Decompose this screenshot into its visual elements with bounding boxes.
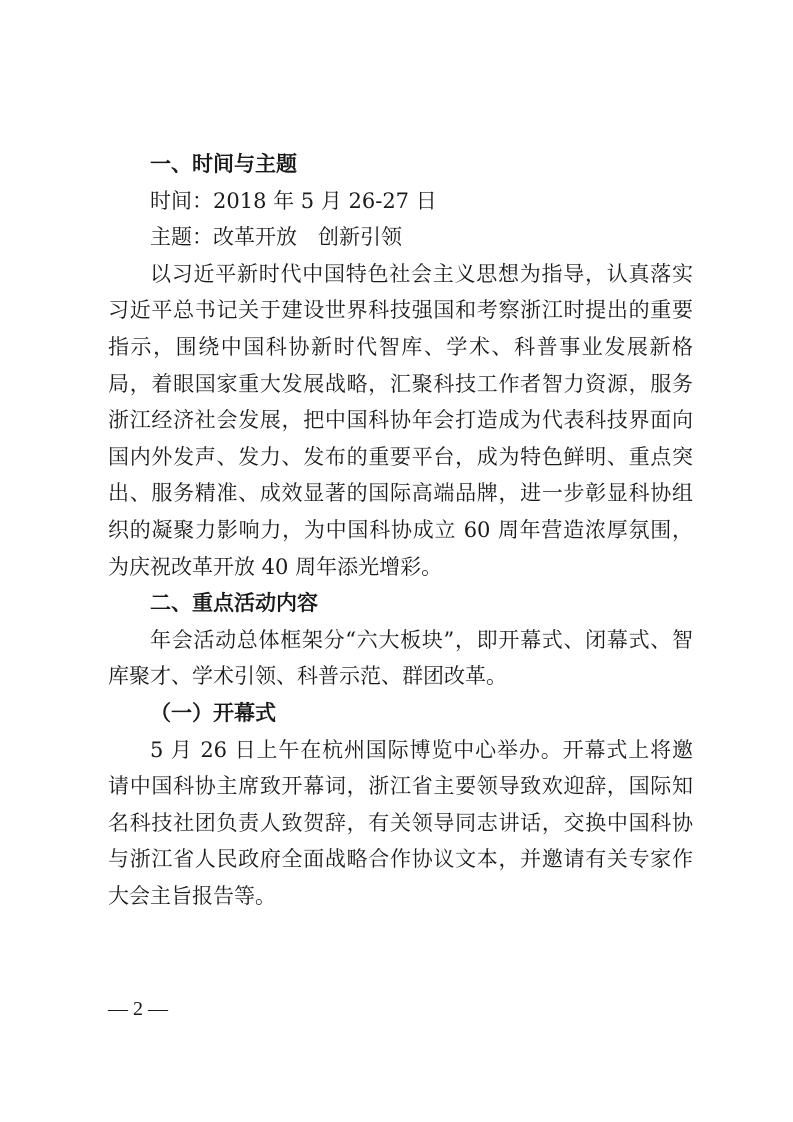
- subsection-heading-opening-ceremony: （一）开幕式: [150, 699, 276, 725]
- opening-ceremony-paragraph: 5 月 26 日上午在杭州国际博览中心举办。开幕式上将邀请中国科协主席致开幕词，浙江省主要领导致欢迎辞，国际知名科技社团负责人致贺辞，有关领导同志讲话，交换中国科协与浙江省人民政府全面战略合作协议文本，并邀请有关专家作大会主旨报告等。: [108, 737, 693, 908]
- time-line: 时间：2018 年 5 月 26-27 日: [150, 188, 437, 213]
- section-heading-key-activities: 二、重点活动内容: [150, 591, 318, 616]
- page-number: — 2 —: [108, 998, 168, 1020]
- section-heading-time-theme: 一、时间与主题: [150, 152, 297, 176]
- framework-paragraph: 年会活动总体框架分“六大板块”，即开幕式、闭幕式、智库聚才、学术引领、科普示范、群团改革。: [108, 627, 693, 689]
- theme-line: 主题：改革开放 创新引领: [150, 225, 402, 250]
- document-body: [108, 146, 693, 914]
- guiding-paragraph: 以习近平新时代中国特色社会主义思想为指导，认真落实习近平总书记关于建设世界科技强国和考察浙江时提出的重要指示，围绕中国科协新时代智库、学术、科普事业发展新格局，着眼国家重大发展战略，汇聚科技工作者智力资源，服务浙江经济社会发展，把中国科协年会打造成为代表科技界面向国内外发声、发力、发布的重要平台，成为特色鲜明、重点突出、服务精准、成效显著的国际高端品牌，进一步彰显科协组织的凝聚力影响力，为中国科协成立 60 周年营造浓厚氛围，为庆祝改革开放 40 周年添光增彩。: [108, 261, 693, 579]
